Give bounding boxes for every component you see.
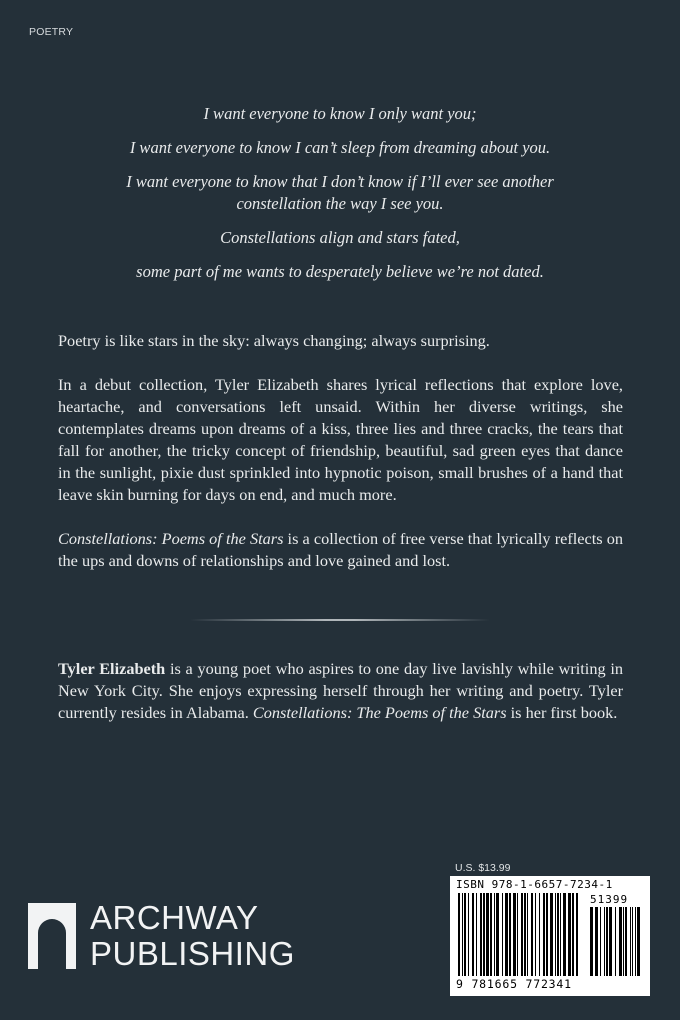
author-name: Tyler Elizabeth [58, 659, 166, 678]
barcode-bar [625, 907, 627, 976]
barcode-bar [604, 907, 605, 976]
barcode-bar [527, 893, 528, 976]
verse-line: I want everyone to know that I don’t know if I’ll ever see another constellation the way I see you. [126, 172, 554, 213]
barcode-bar [632, 907, 633, 976]
barcode-bar [623, 907, 624, 976]
closing-paragraph [58, 528, 623, 572]
barcode-bar [531, 893, 533, 976]
author-bio [58, 658, 623, 724]
isbn-label: ISBN 978-1-6657-7234-1 [456, 878, 613, 891]
bio-text: is a young poet who aspires to one day live lavishly while writing in New York City. She enjoys expressing herself through her writing and poetry. Tyler currently resides in Alabama. [58, 659, 623, 722]
barcode-bar [637, 907, 640, 976]
publisher-name-line1: ARCHWAY [90, 899, 259, 936]
barcode-bar [496, 893, 499, 976]
verse-line: I want everyone to know I can’t sleep from dreaming about you. [129, 138, 551, 157]
closing-text: is a collection of free verse that lyrically reflects on the ups and downs of relationships and love gained and lost. [58, 529, 624, 570]
description-paragraph: In a debut collection, Tyler Elizabeth shares lyrical reflections that explore love, heartache, and conversations left unsaid. Within her diverse writings, she contemplates dreams upon dreams of a kiss, three lies and three cracks, the tears that fall for another, the tricky concept of friendship, beautiful, sad green eyes that dance in the sunlight, pixie dust sprinkled into hypnotic poison, small brushes of a hand that leave skin burning for days on end, and much more. [58, 375, 623, 504]
publisher-name-line2: PUBLISHING [90, 935, 295, 972]
barcode-bar [517, 893, 518, 976]
category-label: POETRY [29, 26, 74, 38]
verse-line: Constellations align and stars fated, [220, 228, 460, 247]
barcode-bar [557, 893, 559, 976]
barcode-bar [590, 907, 593, 976]
price-label: U.S. $13.99 [455, 862, 511, 874]
barcode-bar [606, 907, 608, 976]
section-divider [190, 619, 490, 621]
book-description [58, 330, 623, 594]
barcode-addon: 51399 [590, 893, 629, 906]
poem-excerpt [60, 103, 620, 295]
barcode-bar [480, 893, 482, 976]
barcode-bar [486, 893, 489, 976]
barcode-bar [535, 893, 536, 976]
barcode-bar [568, 893, 571, 976]
barcode-bar [513, 893, 516, 976]
barcode-bar [521, 893, 523, 976]
barcode-bar [595, 907, 598, 976]
barcode-digits: 9 781665 772341 [456, 977, 572, 991]
barcode-bar [635, 907, 636, 976]
barcode-bar [476, 893, 477, 976]
barcode-bar [576, 893, 578, 976]
barcode-bar [502, 893, 503, 976]
archway-logo-icon [28, 903, 76, 969]
barcode-bar [543, 893, 545, 976]
barcode-bar [509, 893, 511, 976]
barcode-bar [539, 893, 540, 976]
barcode-bar [524, 893, 526, 976]
barcode-bar [483, 893, 485, 976]
isbn-barcode [450, 876, 650, 996]
barcode-bar [600, 907, 601, 976]
book-title: Constellations: Poems of the Stars [58, 529, 284, 548]
barcode-bar [505, 893, 508, 976]
barcode-bar [462, 893, 463, 976]
barcode-bar [619, 907, 622, 976]
barcode-bar [546, 893, 548, 976]
barcode-bar [472, 893, 474, 976]
barcode-bar [464, 893, 466, 976]
barcode-bar [609, 907, 612, 976]
barcode-bar [555, 893, 556, 976]
barcode-bar [494, 893, 495, 976]
barcode-bar [615, 907, 616, 976]
barcode-bar [458, 893, 460, 976]
verse-line: I want everyone to know I only want you; [203, 104, 477, 123]
barcode-bar [550, 893, 553, 976]
verse-line: some part of me wants to desperately believe we’re not dated. [136, 262, 544, 281]
barcode-bar [572, 893, 574, 976]
barcode-bar [630, 907, 631, 976]
bio-book-title: Constellations: The Poems of the Stars [252, 703, 507, 722]
barcode-bar [563, 893, 566, 976]
barcode-bar [490, 893, 492, 976]
barcode-bar [560, 893, 561, 976]
tagline: Poetry is like stars in the sky: always changing; always surprising. [58, 331, 490, 350]
bio-text-end: is her first book. [506, 703, 618, 722]
publisher-logo [28, 899, 318, 972]
barcode-bar [468, 893, 469, 976]
publisher-name [90, 900, 295, 972]
